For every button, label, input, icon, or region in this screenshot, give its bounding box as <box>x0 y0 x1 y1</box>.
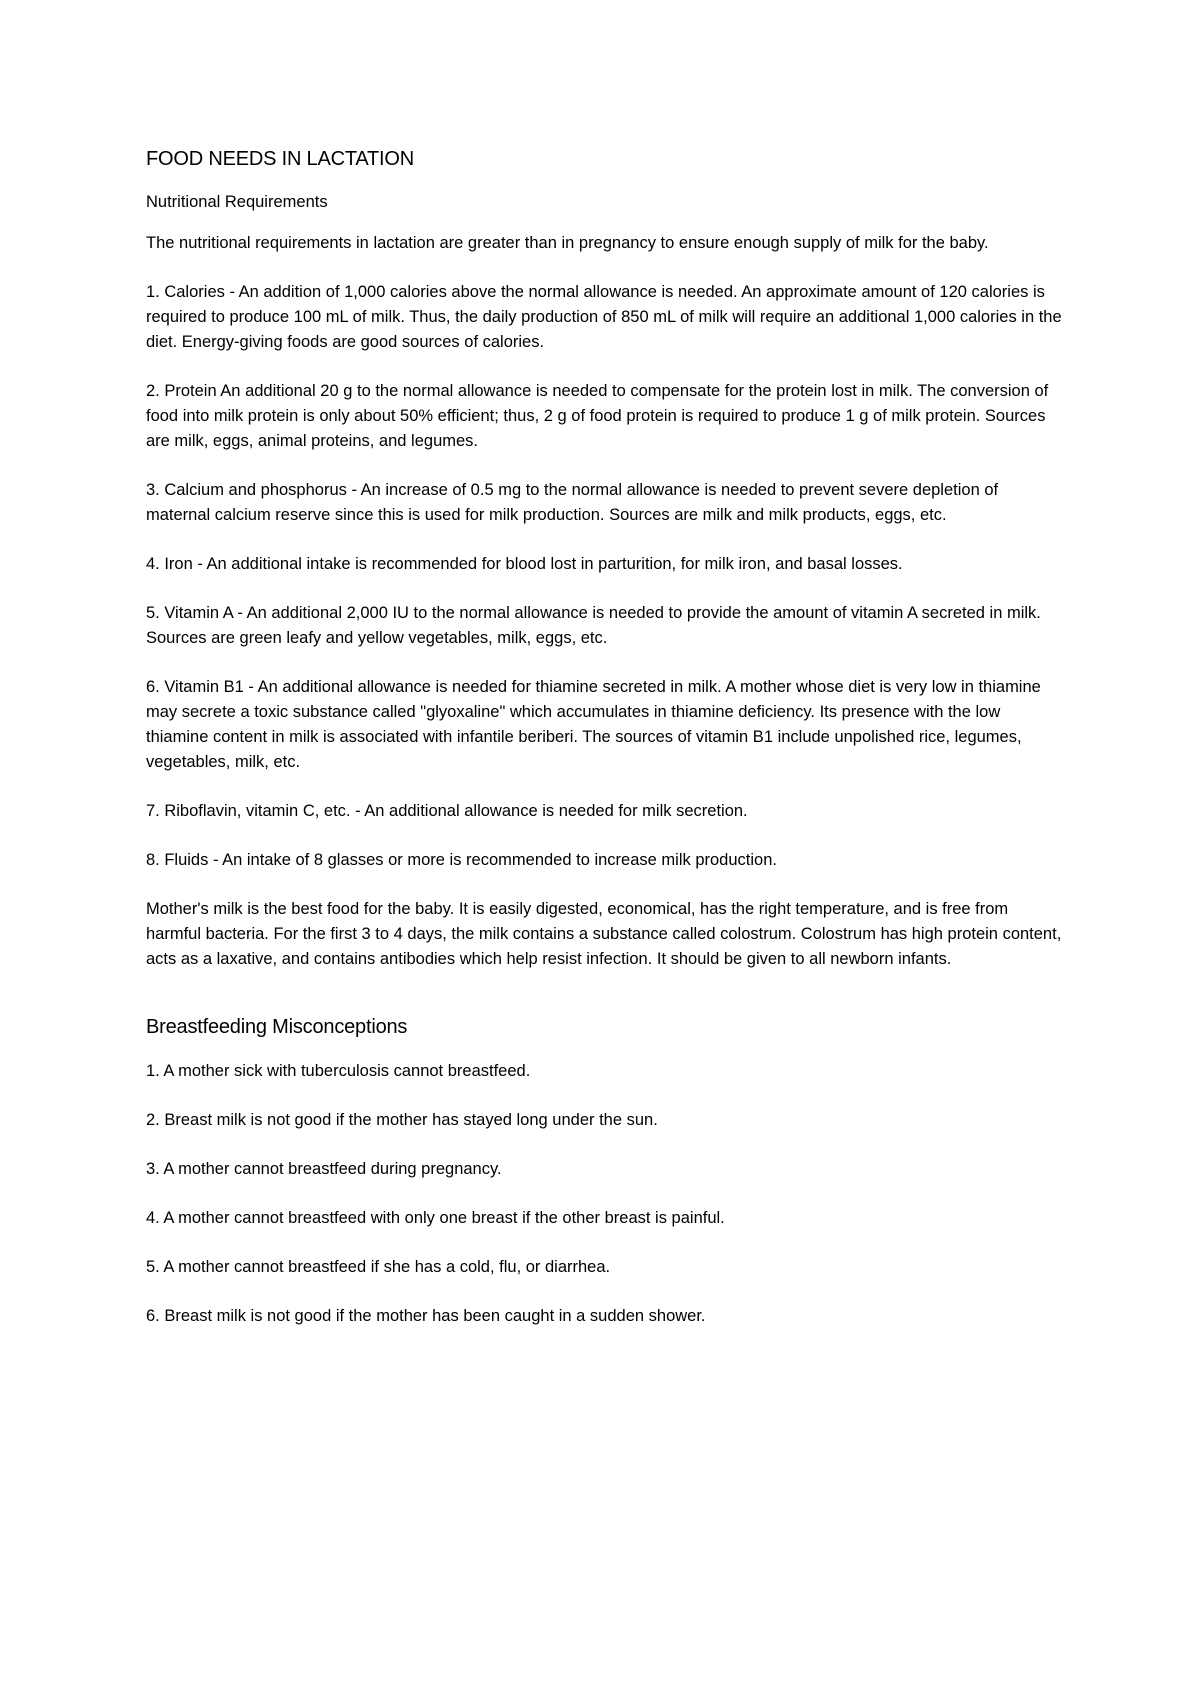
misconception-item: 5. A mother cannot breastfeed if she has a cold, flu, or diarrhea. <box>146 1258 611 1276</box>
requirement-item-calcium: 3. Calcium and phosphorus - An increase of 0.5 mg to the normal allowance is needed to prevent severe depletion of maternal calcium reserve since this is used for milk production. Sources are milk and milk products, eggs, etc. <box>146 481 999 524</box>
misconception-item: 6. Breast milk is not good if the mother has been caught in a sudden shower. <box>146 1307 706 1325</box>
requirement-item-riboflavin: 7. Riboflavin, vitamin C, etc. - An additional allowance is needed for milk secretion. <box>146 802 748 820</box>
misconception-item: 2. Breast milk is not good if the mother has stayed long under the sun. <box>146 1111 658 1129</box>
closing-paragraph: Mother's milk is the best food for the baby. It is easily digested, economical, has the right temperature, and is free from harmful bacteria. For the first 3 to 4 days, the milk contains a substance called colostrum. Colostrum has high protein content, acts as a laxative, and contains antibodies which help resist infection. It should be given to all newborn infants. <box>146 900 1062 968</box>
document-title: FOOD NEEDS IN LACTATION <box>146 148 415 170</box>
misconceptions-heading: Breastfeeding Misconceptions <box>146 1016 408 1038</box>
intro-paragraph: The nutritional requirements in lactation are greater than in pregnancy to ensure enough supply of milk for the baby. <box>146 234 989 252</box>
requirement-item-fluids: 8. Fluids - An intake of 8 glasses or more is recommended to increase milk production. <box>146 851 777 869</box>
requirement-item-vitamin-b1: 6. Vitamin B1 - An additional allowance is needed for thiamine secreted in milk. A mother whose diet is very low in thiamine may secrete a toxic substance called "glyoxaline" which accumulates in thiamine deficiency. Its presence with the low thiamine content in milk is associated with infantile beriberi. The sources of vitamin B1 include unpolished rice, legumes, vegetables, milk, etc. <box>146 678 1041 771</box>
misconception-item: 4. A mother cannot breastfeed with only one breast if the other breast is painful. <box>146 1209 725 1227</box>
requirement-item-iron: 4. Iron - An additional intake is recommended for blood lost in parturition, for milk iron, and basal losses. <box>146 555 903 573</box>
misconception-item: 3. A mother cannot breastfeed during pregnancy. <box>146 1160 502 1178</box>
misconception-item: 1. A mother sick with tuberculosis cannot breastfeed. <box>146 1062 531 1080</box>
requirement-item-protein: 2. Protein An additional 20 g to the normal allowance is needed to compensate for the protein lost in milk. The conversion of food into milk protein is only about 50% efficient; thus, 2 g of food protein is required to produce 1 g of milk protein. Sources are milk, eggs, animal proteins, and legumes. <box>146 382 1049 450</box>
requirement-item-calories: 1. Calories - An addition of 1,000 calories above the normal allowance is needed. An approximate amount of 120 calories is required to produce 100 mL of milk. Thus, the daily production of 850 mL of milk will require an additional 1,000 calories in the diet. Energy-giving foods are good sources of calories. <box>146 283 1062 351</box>
section-subtitle: Nutritional Requirements <box>146 193 328 211</box>
document-page <box>146 148 1066 1353</box>
requirement-item-vitamin-a: 5. Vitamin A - An additional 2,000 IU to the normal allowance is needed to provide the amount of vitamin A secreted in milk. Sources are green leafy and yellow vegetables, milk, eggs, etc. <box>146 604 1041 647</box>
